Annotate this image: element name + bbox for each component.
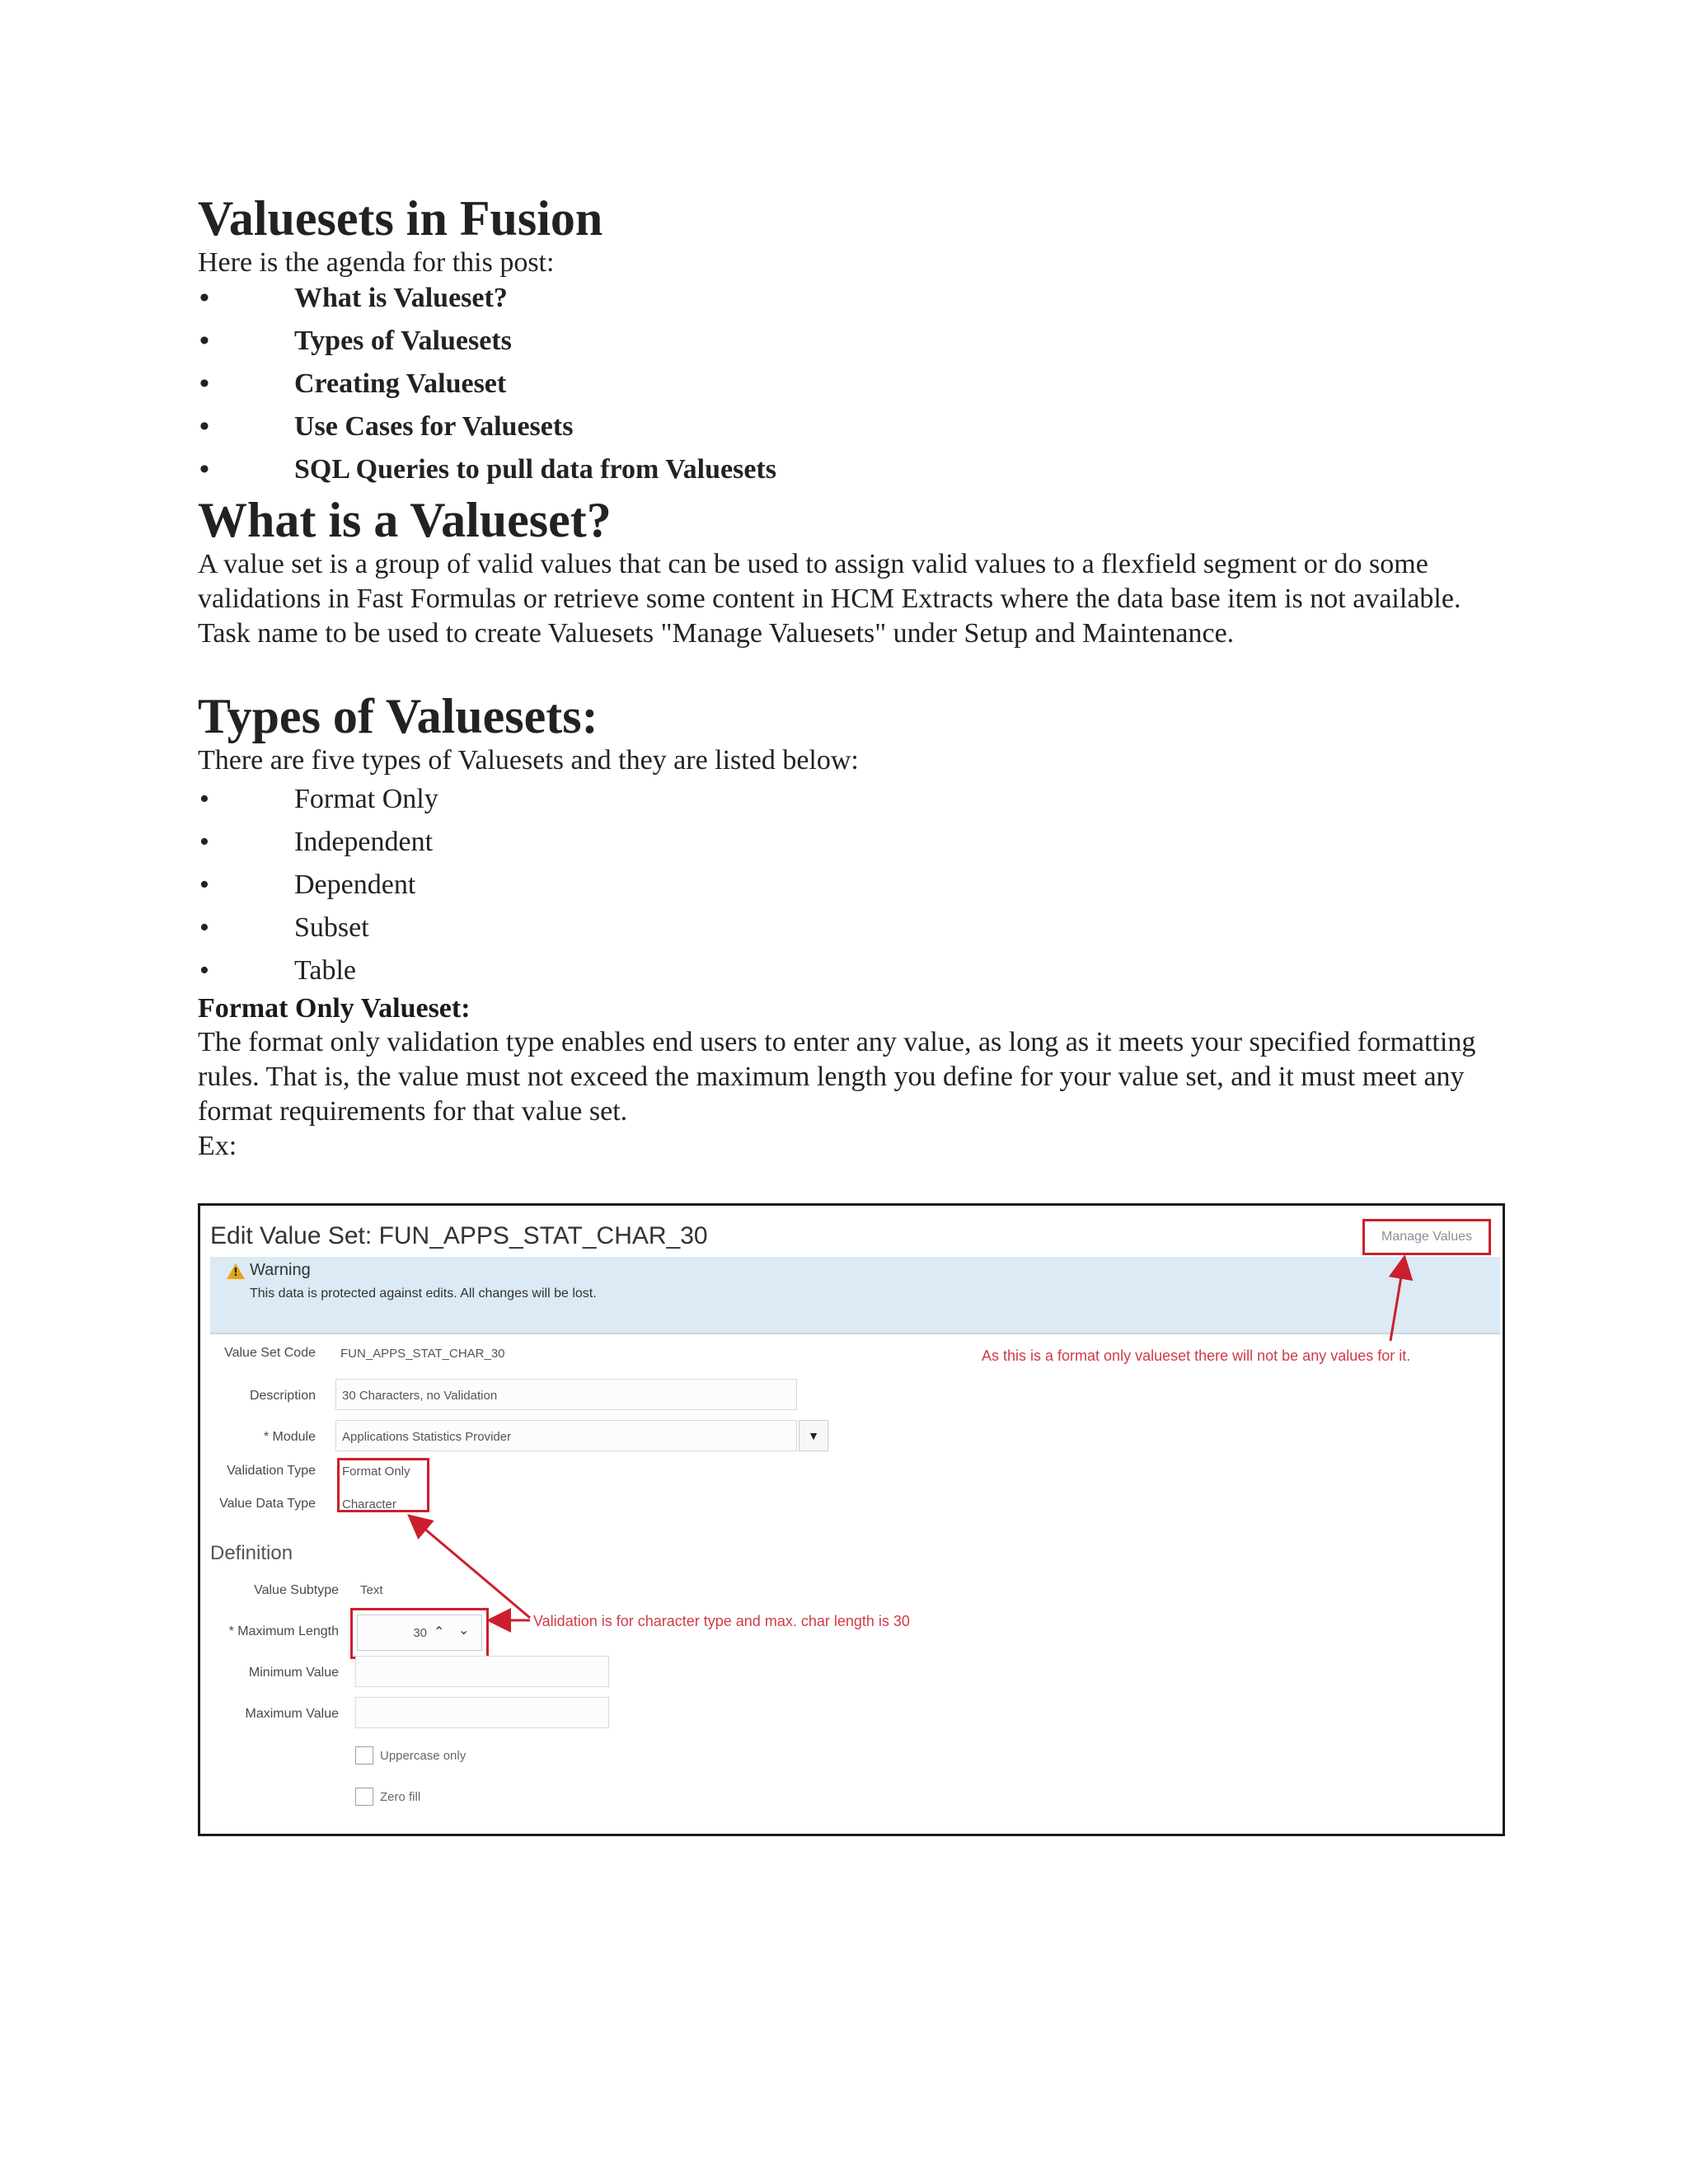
description-value: 30 Characters, no Validation — [342, 1389, 498, 1403]
description-label: Description — [249, 1389, 316, 1403]
uppercase-only-checkbox[interactable] — [355, 1746, 373, 1765]
annotation-format-only: As this is a format only valueset there will not be any values for it. — [982, 1347, 1411, 1364]
maximum-length-value: 30 — [413, 1626, 427, 1640]
uppercase-only-label: Uppercase only — [380, 1749, 467, 1763]
section-body-what-is: A value set is a group of valid values that can be used to assign valid values to a flexfield segment or do some validations in Fast Formulas or retrieve some content in HCM Extracts where the data base item is not available. Task name to be used to create Valuesets "Manage Valuesets" under Setup and Maintenance. — [198, 549, 1461, 649]
module-value: Applications Statistics Provider — [342, 1430, 512, 1444]
subsection-body: The format only validation type enables end users to enter any value, as long as it meets your specified formatting rules. That is, the value must not exceed the maximum length you define for your value set, and it must meet any format requirements for that value set. — [198, 1027, 1476, 1127]
screenshot-title: Edit Value Set: FUN_APPS_STAT_CHAR_30 — [210, 1222, 708, 1249]
example-label: Ex: — [198, 1131, 237, 1161]
screenshot-edit-value-set — [198, 1203, 1505, 1836]
type-item: • Independent — [199, 827, 434, 857]
zero-fill-checkbox[interactable] — [355, 1788, 373, 1806]
annotation-max-length: Validation is for character type and max. char length is 30 — [533, 1613, 910, 1629]
maximum-value-label: Maximum Value — [245, 1707, 339, 1721]
minimum-value-label: Minimum Value — [248, 1666, 339, 1680]
section-title-types: Types of Valuesets: — [198, 689, 598, 743]
caret-down-icon: ▼ — [808, 1429, 819, 1442]
maximum-value-field[interactable] — [355, 1697, 609, 1728]
value-set-code-value: FUN_APPS_STAT_CHAR_30 — [340, 1347, 505, 1361]
validation-type-value: Format Only — [342, 1465, 410, 1479]
agenda-item: • Creating Valueset — [199, 368, 507, 399]
zero-fill-label: Zero fill — [380, 1790, 421, 1804]
value-data-type-value: Character — [342, 1497, 396, 1511]
section-title-what-is: What is a Valueset? — [198, 493, 612, 547]
manage-values-button[interactable]: Manage Values — [1362, 1219, 1491, 1255]
type-item: • Dependent — [199, 869, 416, 900]
warning-banner — [210, 1257, 1500, 1334]
subsection-title: Format Only Valueset: — [198, 993, 471, 1024]
agenda-item: • Types of Valuesets — [199, 326, 512, 356]
type-item: • Subset — [199, 912, 369, 943]
page-title: Valuesets in Fusion — [198, 191, 603, 246]
warning-icon: ! — [227, 1263, 245, 1279]
agenda-item: • What is Valueset? — [199, 283, 508, 313]
module-label: * Module — [263, 1430, 316, 1444]
maximum-length-label: * Maximum Length — [228, 1624, 339, 1638]
document-body — [198, 191, 1508, 1164]
minimum-value-field[interactable] — [355, 1656, 609, 1687]
validation-type-label: Validation Type — [227, 1464, 316, 1478]
warning-title: Warning — [250, 1261, 311, 1279]
value-set-code-label: Value Set Code — [224, 1346, 316, 1360]
value-subtype-label: Value Subtype — [254, 1583, 339, 1597]
type-item: • Table — [199, 955, 357, 986]
highlight-box-validation — [337, 1458, 429, 1512]
types-intro: There are five types of Valuesets and they are listed below: — [198, 745, 859, 776]
chevron-up-icon[interactable]: ⌃ — [434, 1625, 445, 1639]
type-item: • Format Only — [199, 784, 438, 814]
value-data-type-label: Value Data Type — [219, 1497, 316, 1511]
value-subtype-value: Text — [360, 1583, 383, 1597]
arrow-to-validation-box — [413, 1519, 530, 1618]
warning-text: This data is protected against edits. All changes will be lost. — [250, 1286, 597, 1301]
agenda-item: • SQL Queries to pull data from Valuesets — [199, 454, 776, 485]
types-list — [198, 778, 1508, 992]
module-dropdown-button[interactable] — [799, 1420, 828, 1451]
intro-text: Here is the agenda for this post: — [198, 247, 555, 278]
definition-section-title: Definition — [210, 1542, 293, 1564]
agenda-list — [198, 277, 1508, 491]
chevron-down-icon[interactable]: ⌄ — [458, 1624, 470, 1638]
agenda-item: • Use Cases for Valuesets — [199, 411, 574, 442]
maximum-length-stepper[interactable] — [357, 1615, 482, 1651]
